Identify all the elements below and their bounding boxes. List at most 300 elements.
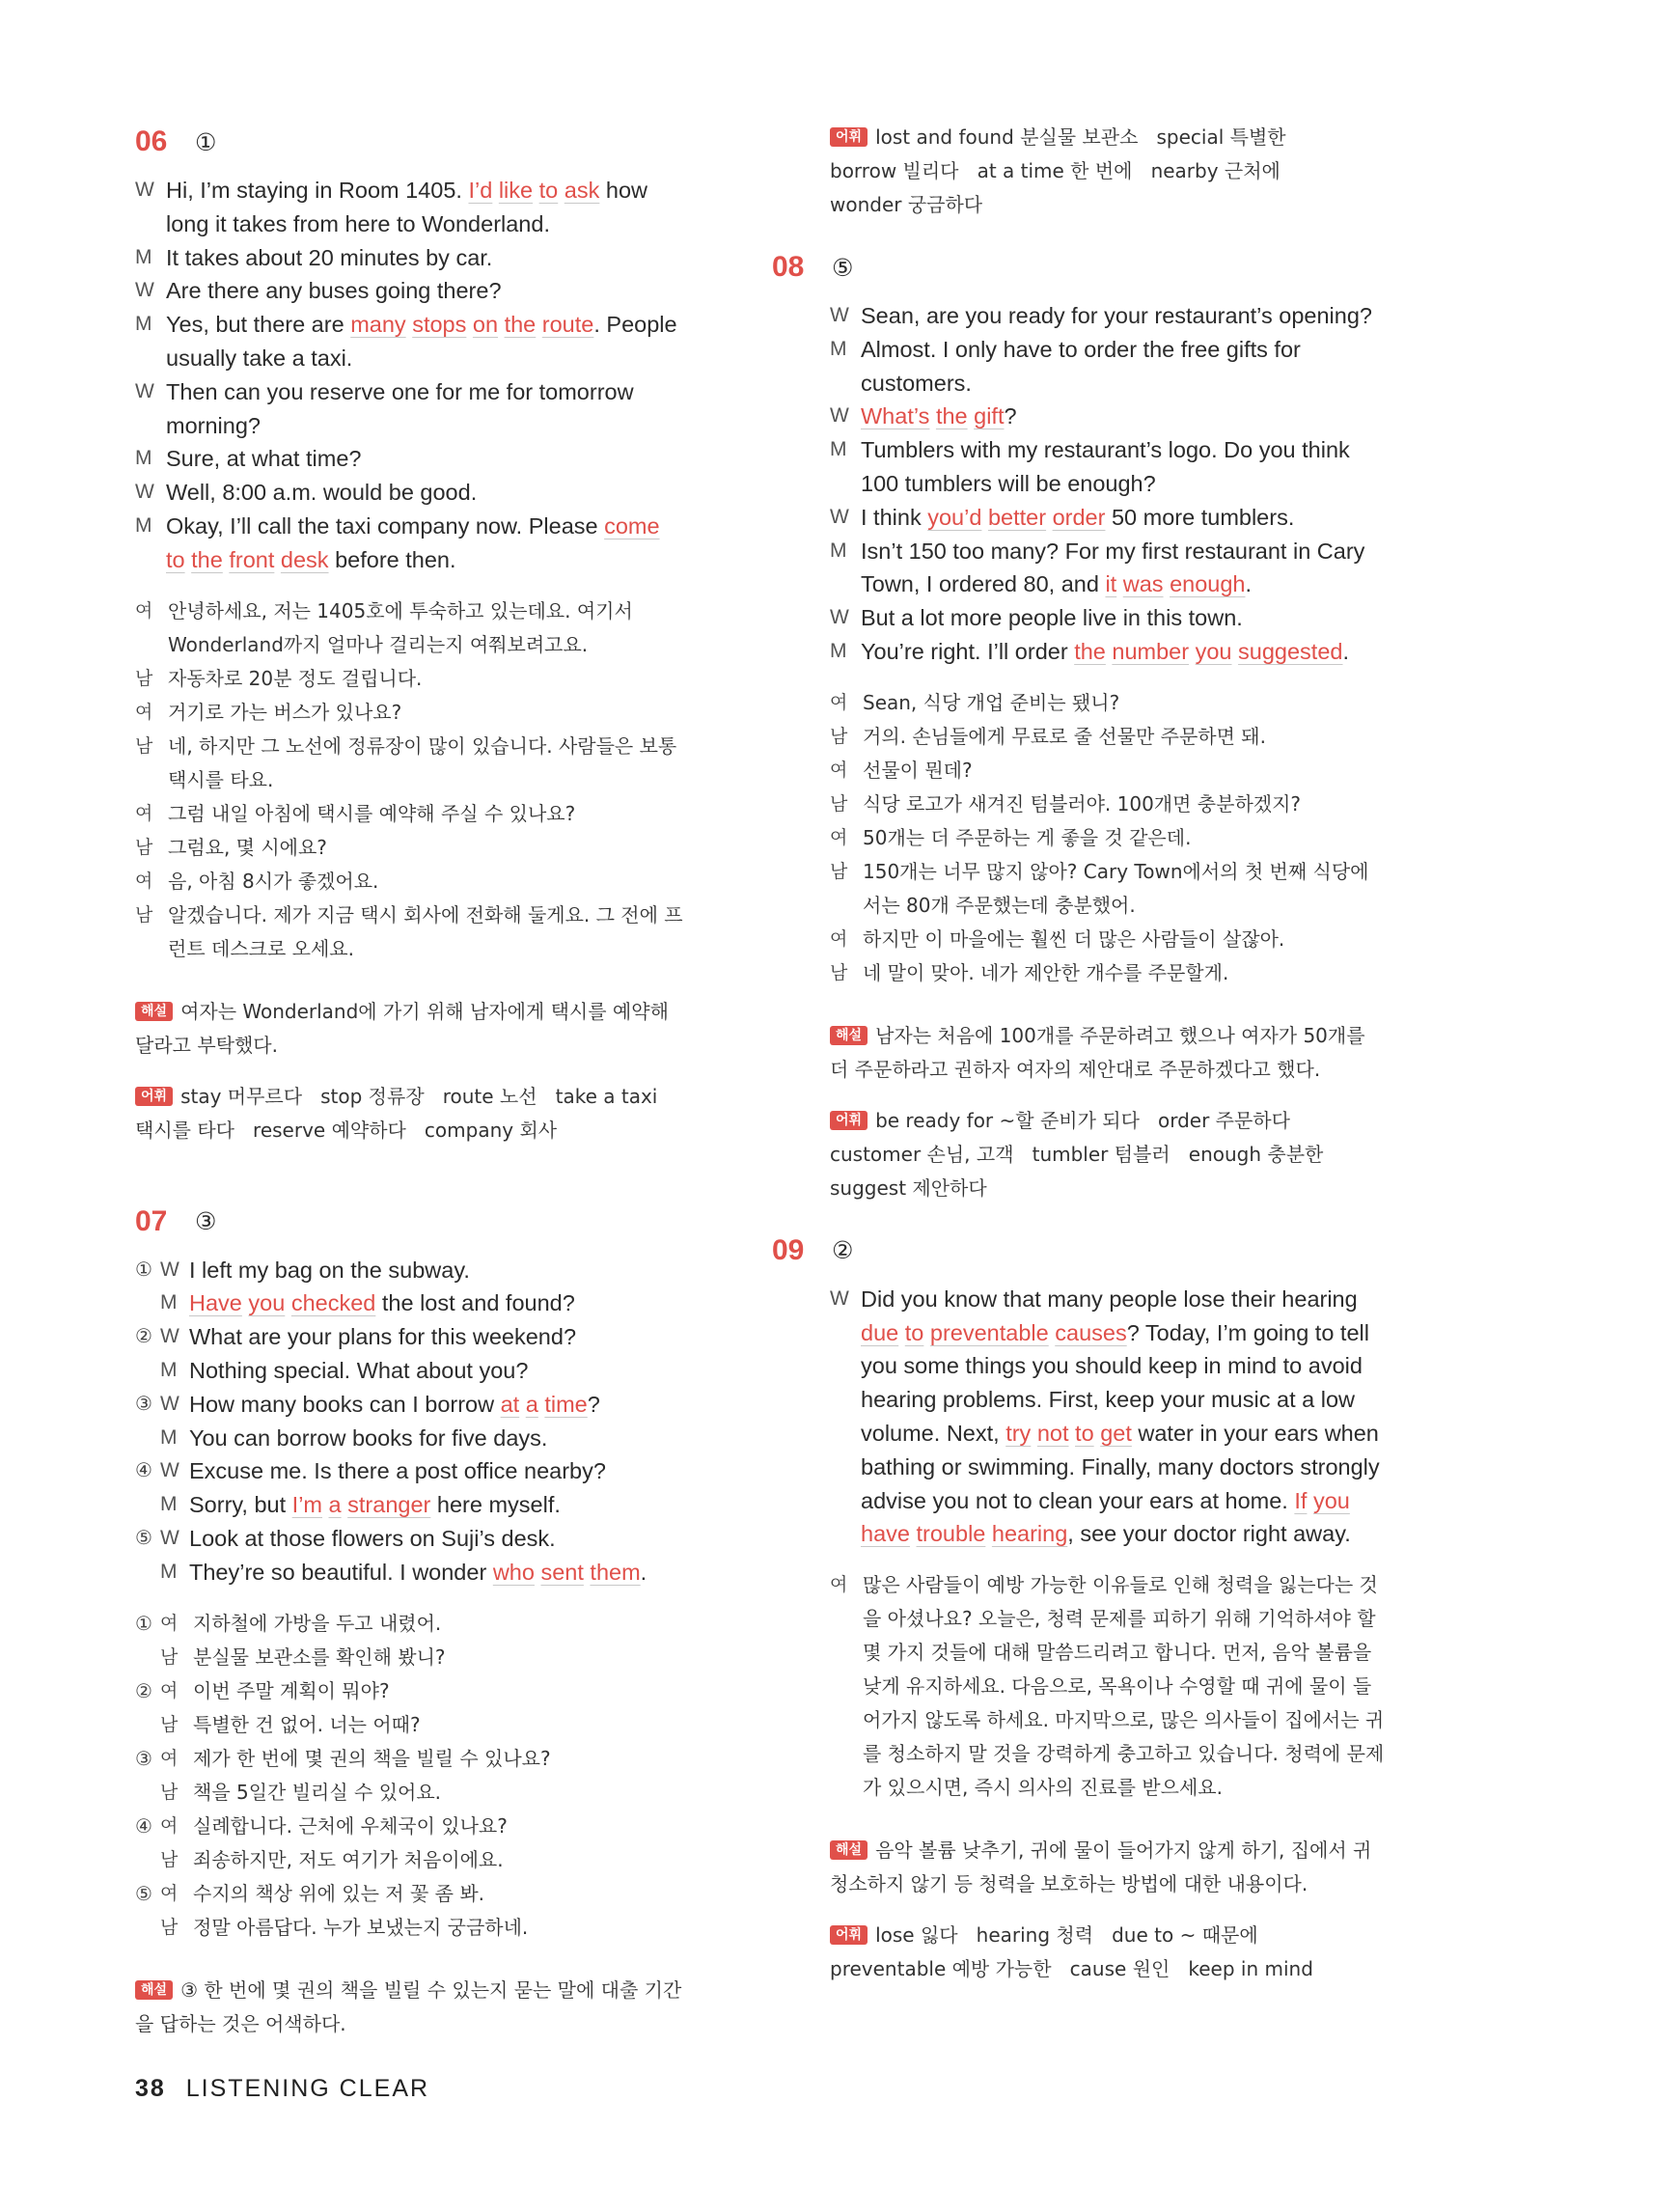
korean-line xyxy=(830,788,1486,821)
speaker-label: 여 xyxy=(160,1747,179,1769)
text-segment: customers. xyxy=(861,370,972,396)
text-segment: hearing problems. First, keep your music at a low xyxy=(861,1387,1355,1413)
dialogue-line xyxy=(135,1320,811,1354)
item-number: ③ xyxy=(135,1746,152,1770)
text-segment: I left my bag on the subway. xyxy=(189,1257,470,1283)
speaker-label: 남 xyxy=(160,1916,179,1938)
speaker-label: M xyxy=(160,1358,178,1381)
explanation xyxy=(135,1974,811,2041)
fill-in-answer: enough xyxy=(1170,571,1246,597)
speaker-label: 여 xyxy=(160,1814,179,1837)
korean-text: 지하철에 가방을 두고 내렸어. xyxy=(193,1611,442,1635)
speaker-label: 남 xyxy=(135,734,153,757)
text-segment: Isn’t 150 too many? For my first restaurant in Cary xyxy=(861,538,1365,564)
speaker-label xyxy=(830,889,863,923)
dialogue-korean xyxy=(135,594,811,966)
item-number xyxy=(135,1843,160,1877)
speaker-label: 여 xyxy=(135,599,153,622)
dialogue-korean xyxy=(830,1568,1486,1805)
dialogue-line xyxy=(830,1451,1486,1484)
dialogue-text xyxy=(861,1517,1486,1551)
fill-in-answer: number xyxy=(1112,638,1190,664)
fill-in-answer: ask xyxy=(564,178,600,203)
dialogue-text xyxy=(166,476,811,510)
fill-in-answer: to xyxy=(1075,1420,1094,1446)
korean-line xyxy=(830,889,1486,923)
speaker-label: 남 xyxy=(160,1645,179,1668)
text-segment: before then. xyxy=(328,546,456,572)
dialogue-text xyxy=(861,567,1486,601)
fill-in-answer: you xyxy=(1195,638,1232,664)
speaker-label: 여 xyxy=(160,1612,179,1634)
korean-text: 어가지 않도록 하세요. 마지막으로, 많은 의사들이 집에서는 귀 xyxy=(863,1708,1385,1732)
korean-line xyxy=(830,1602,1486,1636)
speaker-label xyxy=(135,342,166,375)
item-number xyxy=(135,1641,160,1674)
dialogue-text xyxy=(189,1320,811,1354)
dialogue-line xyxy=(135,1286,811,1320)
vocabulary xyxy=(135,1080,811,1147)
korean-line xyxy=(135,696,811,730)
speaker-label xyxy=(135,543,166,577)
item-number xyxy=(135,1286,160,1320)
text-segment: 100 tumblers will be enough? xyxy=(861,470,1156,496)
question-number: 08 xyxy=(772,251,805,283)
speaker-label xyxy=(830,1771,863,1805)
korean-text: 150개는 너무 많지 않아? Cary Town에서의 첫 번째 식당에 xyxy=(863,859,1369,883)
speaker-label: W xyxy=(830,606,849,629)
dialogue-text xyxy=(861,601,1486,635)
answer-marker: ③ xyxy=(195,1207,217,1236)
vocabulary-text: stay 머무르다 stop 정류장 route 노선 take a taxi xyxy=(180,1084,658,1108)
speaker-label: M xyxy=(830,639,847,662)
dialogue-text xyxy=(861,299,1486,333)
vocabulary xyxy=(830,1919,1486,1986)
korean-text: 낮게 유지하세요. 다음으로, 목욕이나 수영할 때 귀에 물이 들 xyxy=(863,1674,1372,1699)
korean-line xyxy=(135,1641,811,1674)
korean-line xyxy=(135,1843,811,1877)
dialogue-text xyxy=(189,1354,811,1388)
dialogue-line xyxy=(135,375,811,409)
korean-text: Wonderland까지 얼마나 걸리는지 여쭤보려고요. xyxy=(168,632,589,656)
dialogue-line xyxy=(830,1383,1486,1417)
vocabulary-text: suggest 제안하다 xyxy=(830,1175,987,1200)
item-number xyxy=(135,1556,160,1590)
dialogue-text xyxy=(166,442,811,476)
dialogue-text xyxy=(861,1451,1486,1484)
korean-line xyxy=(830,1771,1486,1805)
answer-marker: ① xyxy=(195,127,217,156)
dialogue-line xyxy=(830,333,1486,367)
text-segment: Hi, I’m staying in Room 1405. xyxy=(166,178,469,203)
speaker-label: M xyxy=(160,1425,178,1449)
fill-in-answer: sent xyxy=(540,1559,584,1585)
question-number: 06 xyxy=(135,125,168,157)
dialogue-line xyxy=(830,567,1486,601)
dialogue-line xyxy=(135,1422,811,1455)
text-segment: . People xyxy=(593,312,677,338)
speaker-label: M xyxy=(160,1493,178,1516)
dialogue-text xyxy=(189,1422,811,1455)
text-segment: long it takes from here to Wonderland. xyxy=(166,210,550,236)
question-07 xyxy=(135,1205,811,2041)
dialogue-text xyxy=(166,342,811,375)
answer-marker: ⑤ xyxy=(832,253,854,282)
vocabulary-badge: 어휘 xyxy=(830,1111,868,1130)
speaker-label: M xyxy=(135,513,152,537)
speaker-label xyxy=(830,1703,863,1737)
fill-in-answer: have xyxy=(861,1521,910,1547)
dialogue-text xyxy=(861,367,1486,401)
question-header xyxy=(135,125,811,158)
dialogue-line xyxy=(135,241,811,275)
question-header xyxy=(772,251,1486,284)
fill-in-answer: causes xyxy=(1055,1319,1127,1345)
text-segment: morning? xyxy=(166,412,261,438)
text-segment: . xyxy=(1245,571,1253,597)
speaker-label: W xyxy=(830,404,849,428)
korean-text: 죄송하지만, 저도 여기가 처음이에요. xyxy=(193,1847,504,1871)
speaker-label: W xyxy=(160,1459,179,1482)
item-number: ③ xyxy=(135,1393,152,1415)
dialogue-english xyxy=(135,1254,811,1590)
dialogue-text xyxy=(166,375,811,409)
fill-in-answer: gift xyxy=(974,403,1005,429)
korean-line xyxy=(135,1742,811,1776)
page-footer xyxy=(135,2075,429,2103)
text-segment: Look at those flowers on Suji’s desk. xyxy=(189,1525,556,1551)
speaker-label: 남 xyxy=(830,961,848,983)
vocabulary-text: lost and found 분실물 보관소 special 특별한 xyxy=(875,125,1286,149)
korean-text: 분실물 보관소를 확인해 봤니? xyxy=(193,1645,446,1669)
korean-text: 런트 데스크로 오세요. xyxy=(168,936,354,960)
text-segment: , see your doctor right away. xyxy=(1067,1521,1351,1547)
speaker-label xyxy=(830,567,861,601)
fill-in-answer: stranger xyxy=(347,1492,431,1518)
speaker-label: W xyxy=(830,304,849,326)
speaker-label: M xyxy=(830,337,847,360)
dialogue-line xyxy=(135,1354,811,1388)
fill-in-answer: it xyxy=(1105,571,1117,597)
fill-in-answer: try xyxy=(1005,1420,1032,1446)
dialogue-line xyxy=(135,174,811,207)
korean-text: 서는 80개 주문했는데 충분했어. xyxy=(863,893,1136,917)
korean-text: 를 청소하지 말 것을 강력하게 충고하고 있습니다. 청력에 문제 xyxy=(863,1742,1385,1766)
korean-text: 알겠습니다. 제가 지금 택시 회사에 전화해 둘게요. 그 전에 프 xyxy=(168,902,683,926)
explanation-text: 을 답하는 것은 어색하다. xyxy=(135,2011,346,2035)
speaker-label: 여 xyxy=(135,802,153,824)
speaker-label: M xyxy=(135,245,152,268)
vocabulary-text: borrow 빌리다 at a time 한 번에 nearby 근처에 xyxy=(830,159,1281,182)
dialogue-line xyxy=(135,1488,811,1522)
item-number: ② xyxy=(135,1326,152,1348)
korean-text: 수지의 책상 위에 있는 저 꽃 좀 봐. xyxy=(193,1881,485,1905)
text-segment: advise you not to clean your ears at home. xyxy=(861,1487,1295,1513)
korean-text: 택시를 타요. xyxy=(168,767,274,791)
question-08 xyxy=(772,251,1486,1205)
text-segment: What are your plans for this weekend? xyxy=(189,1324,577,1350)
item-number: ① xyxy=(135,1611,152,1635)
vocabulary-text: customer 손님, 고객 tumbler 텀블러 enough 충분한 xyxy=(830,1142,1324,1166)
explanation-text: 음악 볼륨 낮추기, 귀에 물이 들어가지 않게 하기, 집에서 귀 xyxy=(875,1839,1372,1863)
text-segment: You can borrow books for five days. xyxy=(189,1424,548,1451)
speaker-label: W xyxy=(830,1286,849,1310)
fill-in-answer: many xyxy=(350,312,406,338)
dialogue-text xyxy=(861,1417,1486,1451)
text-segment: you some things you should keep in mind to avoid xyxy=(861,1353,1363,1379)
question-number: 09 xyxy=(772,1233,805,1266)
fill-in-answer: order xyxy=(1052,504,1106,530)
dialogue-text xyxy=(166,241,811,275)
korean-text: 자동차로 20분 정도 걸립니다. xyxy=(168,666,423,690)
question-06 xyxy=(135,125,811,1147)
dialogue-text xyxy=(861,1484,1486,1518)
speaker-label: 여 xyxy=(830,826,848,848)
fill-in-answer: preventable xyxy=(929,1319,1049,1345)
fill-in-answer: you xyxy=(248,1290,286,1316)
korean-line xyxy=(830,1568,1486,1602)
korean-line xyxy=(135,1674,811,1708)
left-column xyxy=(135,125,811,2041)
korean-text: 네 말이 맞아. 네가 제안한 개수를 주문할게. xyxy=(863,960,1229,984)
text-segment: Did you know that many people lose their hearing xyxy=(861,1286,1358,1312)
fill-in-answer: hearing xyxy=(991,1521,1068,1547)
text-segment: water in your ears when xyxy=(1131,1420,1379,1446)
text-segment: Well, 8:00 a.m. would be good. xyxy=(166,480,478,506)
fill-in-answer: the xyxy=(935,403,968,429)
speaker-label: 여 xyxy=(830,691,848,713)
item-number xyxy=(135,1776,160,1810)
dialogue-text xyxy=(189,1254,811,1287)
speaker-label: W xyxy=(135,481,154,504)
fill-in-answer: who xyxy=(492,1559,535,1585)
fill-in-answer: due xyxy=(861,1319,899,1345)
korean-text: 그럼 내일 아침에 택시를 예약해 주실 수 있나요? xyxy=(168,801,576,825)
dialogue-line xyxy=(830,1349,1486,1383)
dialogue-text xyxy=(189,1286,811,1320)
dialogue-line xyxy=(830,400,1486,433)
speaker-label: 남 xyxy=(135,667,153,689)
dialogue-line xyxy=(830,501,1486,535)
dialogue-line xyxy=(135,543,811,577)
speaker-label xyxy=(135,628,168,662)
korean-text: 많은 사람들이 예방 가능한 이유들로 인해 청력을 잃는다는 것 xyxy=(863,1573,1378,1597)
speaker-label xyxy=(830,1383,861,1417)
korean-text: 50개는 더 주문하는 게 좋을 것 같은데. xyxy=(863,825,1192,849)
korean-text: 네, 하지만 그 노선에 정류장이 많이 있습니다. 사람들은 보통 xyxy=(168,733,677,758)
korean-line xyxy=(135,628,811,662)
korean-text: 안녕하세요, 저는 1405호에 투숙하고 있는데요. 여기서 xyxy=(168,598,633,622)
fill-in-answer: desk xyxy=(280,546,329,572)
vocabulary-badge: 어휘 xyxy=(830,127,868,147)
vocabulary-text: 택시를 타다 reserve 예약하다 company 회사 xyxy=(135,1118,558,1142)
korean-line xyxy=(135,932,811,966)
fill-in-answer: a xyxy=(525,1391,538,1417)
text-segment: Town, I ordered 80, and xyxy=(861,571,1106,597)
fill-in-answer: I’m xyxy=(291,1492,322,1518)
text-segment: . xyxy=(640,1559,647,1585)
dialogue-line xyxy=(830,1316,1486,1350)
fill-in-answer: was xyxy=(1122,571,1164,597)
fill-in-answer: route xyxy=(541,312,594,338)
explanation-badge: 해설 xyxy=(135,1980,173,2000)
speaker-label: W xyxy=(160,1526,179,1549)
text-segment: Are there any buses going there? xyxy=(166,278,502,304)
explanation-text: ③ 한 번에 몇 권의 책을 빌릴 수 있는지 묻는 말에 대출 기간 xyxy=(180,1977,682,2002)
text-segment: here myself. xyxy=(430,1492,561,1518)
text-segment: ? xyxy=(587,1391,600,1417)
dialogue-text xyxy=(166,409,811,443)
dialogue-text xyxy=(861,1349,1486,1383)
item-number: ④ xyxy=(135,1813,152,1838)
vocabulary-badge: 어휘 xyxy=(830,1925,868,1945)
speaker-label xyxy=(135,409,166,443)
korean-text: 음, 아침 8시가 좋겠어요. xyxy=(168,869,379,893)
dialogue-text xyxy=(189,1556,811,1590)
text-segment: volume. Next, xyxy=(861,1420,1006,1446)
speaker-label xyxy=(830,1451,861,1484)
korean-text: 하지만 이 마을에는 훨씬 더 많은 사람들이 살잖아. xyxy=(863,926,1285,951)
text-segment: Excuse me. Is there a post office nearby? xyxy=(189,1458,606,1484)
item-number: ⑤ xyxy=(135,1527,152,1549)
text-segment: . xyxy=(1342,638,1350,664)
dialogue-line xyxy=(135,476,811,510)
fill-in-answer: stops xyxy=(412,312,467,338)
dialogue-text xyxy=(861,1316,1486,1350)
fill-in-answer: the xyxy=(191,546,223,572)
speaker-label xyxy=(830,467,861,501)
text-segment: It takes about 20 minutes by car. xyxy=(166,244,493,270)
dialogue-line xyxy=(830,635,1486,669)
speaker-label: 여 xyxy=(135,870,153,892)
speaker-label: 여 xyxy=(160,1679,179,1701)
fill-in-answer: at xyxy=(500,1391,520,1417)
text-segment: How many books can I borrow xyxy=(189,1391,501,1417)
dialogue-line xyxy=(830,299,1486,333)
korean-text: 실례합니다. 근처에 우체국이 있나요? xyxy=(193,1813,508,1838)
explanation-badge: 해설 xyxy=(830,1840,868,1860)
korean-line xyxy=(830,720,1486,754)
speaker-label: M xyxy=(830,438,847,461)
fill-in-answer: not xyxy=(1036,1420,1069,1446)
dialogue-line xyxy=(135,274,811,308)
fill-in-answer: to xyxy=(904,1319,924,1345)
dialogue-text xyxy=(861,467,1486,501)
item-number xyxy=(135,1354,160,1388)
speaker-label: 여 xyxy=(135,701,153,723)
speaker-label: 여 xyxy=(830,759,848,781)
speaker-label: 남 xyxy=(830,725,848,747)
text-segment: Then can you reserve one for me for tomorrow xyxy=(166,378,634,404)
fill-in-answer: on xyxy=(472,312,499,338)
dialogue-text xyxy=(166,274,811,308)
korean-text: 몇 가지 것들에 대해 말씀드리려고 합니다. 먼저, 음악 볼륨을 xyxy=(863,1641,1372,1665)
speaker-label xyxy=(830,1517,861,1551)
korean-line xyxy=(135,1607,811,1641)
text-segment: ? Today, I’m going to tell xyxy=(1126,1319,1369,1345)
fill-in-answer: trouble xyxy=(916,1521,986,1547)
vocabulary xyxy=(830,121,1486,222)
speaker-label: M xyxy=(135,313,152,336)
speaker-label: 남 xyxy=(160,1848,179,1870)
vocabulary-text: lose 잃다 hearing 청력 due to ~ 때문에 xyxy=(875,1923,1258,1948)
speaker-label xyxy=(830,1636,863,1670)
vocabulary-text: preventable 예방 가능한 cause 원인 keep in mind xyxy=(830,1957,1313,1981)
item-number xyxy=(135,1422,160,1455)
fill-in-answer: If xyxy=(1294,1487,1308,1513)
explanation xyxy=(830,1834,1486,1901)
speaker-label: 남 xyxy=(135,836,153,858)
speaker-label xyxy=(830,1484,861,1518)
vocabulary-text: be ready for ~할 준비가 되다 order 주문하다 xyxy=(875,1108,1290,1132)
item-number: ① xyxy=(135,1258,152,1281)
book-title: LISTENING CLEAR xyxy=(185,2075,430,2102)
item-number xyxy=(135,1708,160,1742)
fill-in-answer: the xyxy=(504,312,537,338)
fill-in-answer: a xyxy=(328,1492,342,1518)
korean-line xyxy=(830,754,1486,788)
korean-text: 가 있으시면, 즉시 의사의 진료를 받으세요. xyxy=(863,1776,1223,1800)
text-segment: Nothing special. What about you? xyxy=(189,1357,529,1383)
speaker-label: M xyxy=(160,1291,178,1314)
fill-in-answer: I’d xyxy=(468,178,493,203)
fill-in-answer: Have xyxy=(189,1290,242,1316)
speaker-label: M xyxy=(135,447,152,470)
dialogue-line xyxy=(830,1417,1486,1451)
question-number: 07 xyxy=(135,1204,168,1237)
korean-text: 거기로 가는 버스가 있나요? xyxy=(168,700,402,724)
speaker-label: 여 xyxy=(830,1574,848,1596)
text-segment: 50 more tumblers. xyxy=(1105,504,1295,530)
question-header xyxy=(772,1234,1486,1267)
text-segment: Sorry, but xyxy=(189,1492,292,1518)
korean-line xyxy=(135,1708,811,1742)
text-segment: They’re so beautiful. I wonder xyxy=(189,1559,493,1585)
korean-line xyxy=(830,1636,1486,1670)
dialogue-text xyxy=(861,1283,1486,1316)
korean-text: 을 아셨나요? 오늘은, 청력 문제를 피하기 위해 기억하셔야 할 xyxy=(863,1607,1376,1631)
dialogue-text xyxy=(166,543,811,577)
fill-in-answer: suggested xyxy=(1238,638,1343,664)
dialogue-text xyxy=(166,308,811,342)
speaker-label: W xyxy=(135,179,154,201)
korean-text: 특별한 건 없어. 너는 어때? xyxy=(193,1712,421,1736)
dialogue-line xyxy=(830,535,1486,568)
text-segment: Yes, but there are xyxy=(166,312,351,338)
dialogue-english xyxy=(830,1283,1486,1551)
fill-in-answer: checked xyxy=(290,1290,376,1316)
speaker-label: W xyxy=(160,1258,179,1281)
explanation-text: 달라고 부탁했다. xyxy=(135,1033,278,1057)
answer-marker: ② xyxy=(832,1236,854,1265)
text-segment: Sean, are you ready for your restaurant’s opening? xyxy=(861,303,1372,328)
dialogue-line xyxy=(830,1484,1486,1518)
dialogue-line xyxy=(830,367,1486,401)
text-segment: the lost and found? xyxy=(375,1290,575,1316)
speaker-label: 남 xyxy=(135,903,153,926)
dialogue-line xyxy=(135,1454,811,1488)
korean-line xyxy=(135,1877,811,1911)
speaker-label xyxy=(135,932,168,966)
speaker-label xyxy=(830,1602,863,1636)
dialogue-line xyxy=(135,510,811,543)
speaker-label: 여 xyxy=(160,1882,179,1904)
text-segment: Almost. I only have to order the free gifts for xyxy=(861,336,1301,362)
dialogue-text xyxy=(861,535,1486,568)
korean-text: 그럼요, 몇 시에요? xyxy=(168,835,327,859)
korean-line xyxy=(830,1703,1486,1737)
dialogue-text xyxy=(861,400,1486,433)
